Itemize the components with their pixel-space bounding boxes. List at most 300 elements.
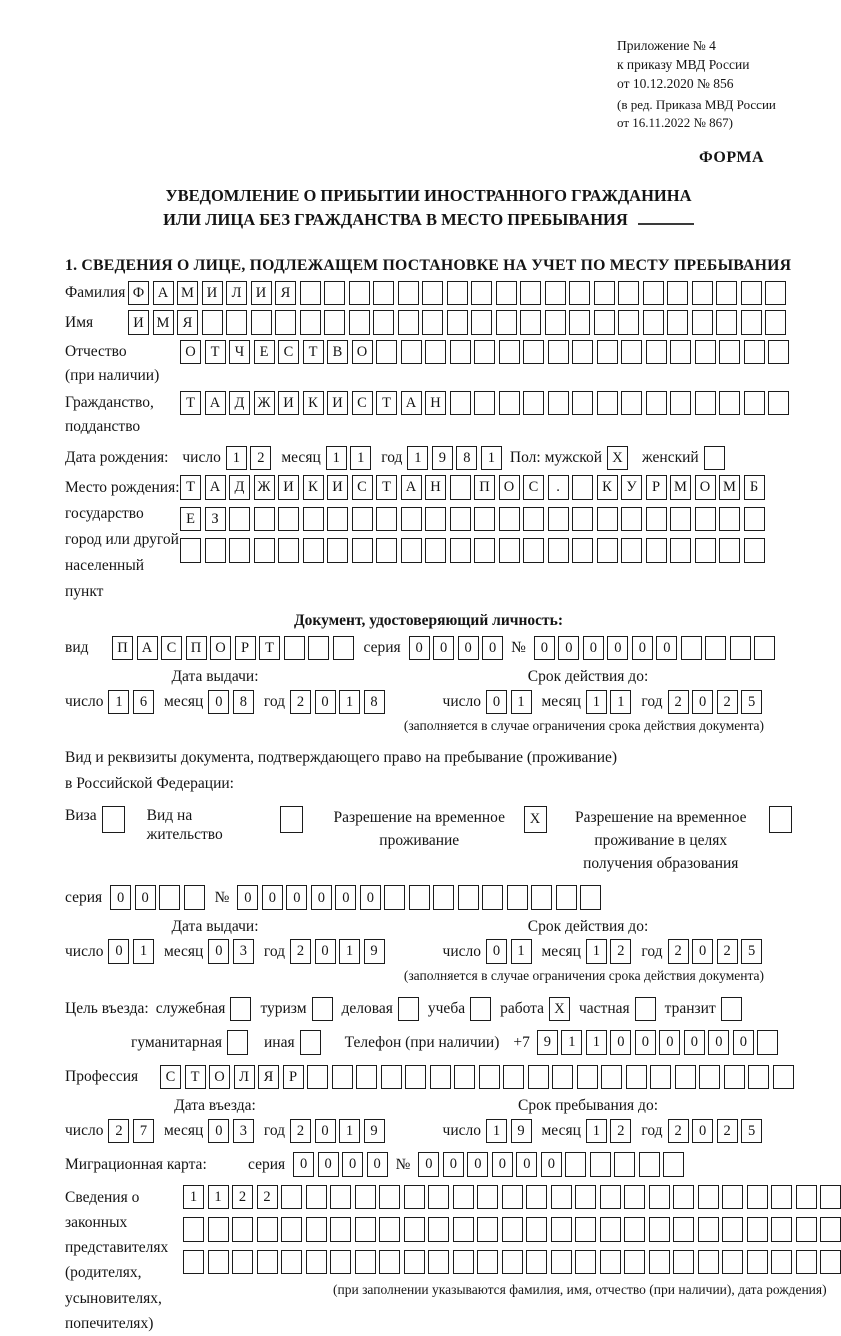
char-cell[interactable] — [300, 1030, 321, 1055]
char-cell[interactable] — [102, 806, 125, 833]
char-cell[interactable] — [281, 1217, 302, 1242]
char-cell[interactable]: 2 — [717, 1119, 738, 1144]
char-cell[interactable] — [523, 507, 544, 532]
char-cell[interactable] — [670, 340, 691, 365]
char-cell[interactable]: 0 — [708, 1030, 729, 1055]
char-cell[interactable] — [744, 538, 765, 563]
char-cell[interactable] — [324, 310, 345, 335]
char-cell[interactable]: Р — [646, 475, 667, 500]
char-cell[interactable] — [646, 538, 667, 563]
char-cell[interactable]: 0 — [558, 636, 579, 661]
char-cell[interactable] — [159, 885, 180, 910]
char-cell[interactable] — [349, 281, 370, 306]
char-cell[interactable]: 0 — [409, 636, 430, 661]
char-cell[interactable] — [646, 391, 667, 416]
birth-year-input[interactable] — [407, 446, 502, 471]
char-cell[interactable] — [757, 1030, 778, 1055]
char-cell[interactable] — [716, 281, 737, 306]
char-cell[interactable] — [300, 310, 321, 335]
char-cell[interactable]: С — [352, 475, 373, 500]
char-cell[interactable]: 0 — [692, 1119, 713, 1144]
char-cell[interactable] — [626, 1065, 647, 1090]
char-cell[interactable] — [600, 1250, 621, 1275]
char-cell[interactable]: 1 — [339, 939, 360, 964]
char-cell[interactable] — [376, 538, 397, 563]
char-cell[interactable] — [428, 1217, 449, 1242]
char-cell[interactable]: И — [278, 391, 299, 416]
char-cell[interactable]: 3 — [233, 939, 254, 964]
char-cell[interactable] — [741, 310, 762, 335]
char-cell[interactable]: Л — [226, 281, 247, 306]
char-cell[interactable]: И — [327, 391, 348, 416]
char-cell[interactable] — [230, 997, 251, 1022]
char-cell[interactable] — [379, 1250, 400, 1275]
char-cell[interactable] — [698, 1185, 719, 1210]
char-cell[interactable] — [502, 1250, 523, 1275]
char-cell[interactable]: С — [352, 391, 373, 416]
char-cell[interactable] — [184, 885, 205, 910]
char-cell[interactable] — [356, 1065, 377, 1090]
char-cell[interactable] — [381, 1065, 402, 1090]
char-cell[interactable] — [404, 1185, 425, 1210]
char-cell[interactable]: Ф — [128, 281, 149, 306]
char-cell[interactable]: О — [352, 340, 373, 365]
char-cell[interactable] — [180, 538, 201, 563]
char-cell[interactable] — [695, 507, 716, 532]
residence-issued-year-input[interactable] — [290, 939, 385, 964]
char-cell[interactable]: 0 — [293, 1152, 314, 1177]
char-cell[interactable]: Д — [229, 475, 250, 500]
char-cell[interactable]: 0 — [135, 885, 156, 910]
char-cell[interactable] — [719, 391, 740, 416]
char-cell[interactable] — [572, 507, 593, 532]
char-cell[interactable]: 0 — [534, 636, 555, 661]
residence-permit-checkbox[interactable] — [280, 806, 303, 833]
char-cell[interactable]: Т — [303, 340, 324, 365]
char-cell[interactable]: Ч — [229, 340, 250, 365]
char-cell[interactable]: 0 — [315, 690, 336, 715]
char-cell[interactable] — [572, 340, 593, 365]
char-cell[interactable]: 0 — [110, 885, 131, 910]
char-cell[interactable]: 1 — [610, 690, 631, 715]
char-cell[interactable] — [771, 1250, 792, 1275]
char-cell[interactable] — [577, 1065, 598, 1090]
char-cell[interactable]: 5 — [741, 1119, 762, 1144]
char-cell[interactable] — [430, 1065, 451, 1090]
char-cell[interactable]: 2 — [257, 1185, 278, 1210]
char-cell[interactable]: 1 — [350, 446, 371, 471]
char-cell[interactable]: 2 — [668, 690, 689, 715]
char-cell[interactable]: П — [474, 475, 495, 500]
char-cell[interactable] — [229, 538, 250, 563]
char-cell[interactable] — [352, 507, 373, 532]
char-cell[interactable] — [499, 507, 520, 532]
char-cell[interactable] — [747, 1185, 768, 1210]
char-cell[interactable] — [621, 391, 642, 416]
char-cell[interactable] — [820, 1185, 841, 1210]
char-cell[interactable] — [398, 281, 419, 306]
char-cell[interactable] — [768, 340, 789, 365]
birth-day-input[interactable] — [226, 446, 272, 471]
residence-valid-month-input[interactable] — [586, 939, 632, 964]
patronymic-input[interactable] — [180, 340, 789, 365]
char-cell[interactable] — [280, 806, 303, 833]
char-cell[interactable]: Т — [180, 475, 201, 500]
char-cell[interactable] — [601, 1065, 622, 1090]
char-cell[interactable] — [183, 1217, 204, 1242]
char-cell[interactable]: О — [180, 340, 201, 365]
char-cell[interactable]: Т — [376, 475, 397, 500]
char-cell[interactable] — [404, 1217, 425, 1242]
char-cell[interactable] — [453, 1250, 474, 1275]
char-cell[interactable] — [551, 1250, 572, 1275]
char-cell[interactable] — [425, 507, 446, 532]
char-cell[interactable]: 1 — [586, 1030, 607, 1055]
char-cell[interactable] — [254, 538, 275, 563]
char-cell[interactable]: 0 — [367, 1152, 388, 1177]
char-cell[interactable] — [600, 1217, 621, 1242]
residence-issued-day-input[interactable] — [108, 939, 154, 964]
char-cell[interactable]: А — [401, 391, 422, 416]
char-cell[interactable]: X — [524, 806, 547, 833]
char-cell[interactable]: 1 — [561, 1030, 582, 1055]
char-cell[interactable]: А — [137, 636, 158, 661]
char-cell[interactable] — [695, 340, 716, 365]
char-cell[interactable] — [496, 310, 517, 335]
female-checkbox[interactable] — [704, 446, 725, 471]
valid-year-input[interactable] — [668, 690, 763, 715]
char-cell[interactable]: 2 — [610, 1119, 631, 1144]
char-cell[interactable] — [747, 1250, 768, 1275]
char-cell[interactable] — [254, 507, 275, 532]
char-cell[interactable] — [551, 1217, 572, 1242]
char-cell[interactable]: Т — [259, 636, 280, 661]
char-cell[interactable]: 0 — [692, 690, 713, 715]
char-cell[interactable] — [208, 1250, 229, 1275]
char-cell[interactable]: 0 — [433, 636, 454, 661]
char-cell[interactable] — [202, 310, 223, 335]
entry-month-input[interactable] — [208, 1119, 254, 1144]
char-cell[interactable] — [621, 538, 642, 563]
char-cell[interactable] — [425, 538, 446, 563]
char-cell[interactable] — [450, 507, 471, 532]
char-cell[interactable] — [308, 636, 329, 661]
char-cell[interactable]: 6 — [133, 690, 154, 715]
valid-day-input[interactable] — [486, 690, 532, 715]
char-cell[interactable] — [643, 281, 664, 306]
char-cell[interactable]: 1 — [226, 446, 247, 471]
char-cell[interactable] — [307, 1065, 328, 1090]
char-cell[interactable]: П — [112, 636, 133, 661]
char-cell[interactable] — [773, 1065, 794, 1090]
char-cell[interactable] — [523, 340, 544, 365]
char-cell[interactable]: 0 — [311, 885, 332, 910]
char-cell[interactable]: О — [210, 636, 231, 661]
residence-valid-day-input[interactable] — [486, 939, 532, 964]
char-cell[interactable]: 1 — [339, 1119, 360, 1144]
char-cell[interactable]: Л — [234, 1065, 255, 1090]
char-cell[interactable]: И — [278, 475, 299, 500]
char-cell[interactable]: 9 — [364, 939, 385, 964]
char-cell[interactable] — [765, 281, 786, 306]
char-cell[interactable] — [526, 1217, 547, 1242]
residence-number-input[interactable] — [237, 885, 601, 910]
char-cell[interactable] — [450, 340, 471, 365]
char-cell[interactable]: Ж — [254, 475, 275, 500]
char-cell[interactable] — [556, 885, 577, 910]
char-cell[interactable] — [379, 1185, 400, 1210]
char-cell[interactable]: 0 — [733, 1030, 754, 1055]
char-cell[interactable] — [695, 538, 716, 563]
stay-month-input[interactable] — [586, 1119, 632, 1144]
char-cell[interactable]: С — [523, 475, 544, 500]
char-cell[interactable] — [352, 538, 373, 563]
char-cell[interactable] — [477, 1185, 498, 1210]
char-cell[interactable] — [453, 1185, 474, 1210]
char-cell[interactable] — [624, 1250, 645, 1275]
char-cell[interactable] — [572, 391, 593, 416]
char-cell[interactable] — [499, 340, 520, 365]
char-cell[interactable] — [503, 1065, 524, 1090]
issued-month-input[interactable] — [208, 690, 254, 715]
char-cell[interactable] — [704, 446, 725, 471]
char-cell[interactable] — [333, 636, 354, 661]
char-cell[interactable] — [278, 507, 299, 532]
birth-place-row2-input[interactable] — [180, 507, 765, 532]
char-cell[interactable] — [820, 1217, 841, 1242]
char-cell[interactable] — [458, 885, 479, 910]
char-cell[interactable] — [551, 1185, 572, 1210]
char-cell[interactable] — [433, 885, 454, 910]
char-cell[interactable]: 0 — [262, 885, 283, 910]
char-cell[interactable]: 0 — [486, 690, 507, 715]
char-cell[interactable]: К — [303, 475, 324, 500]
char-cell[interactable]: 8 — [456, 446, 477, 471]
temp-residence-checkbox[interactable] — [524, 806, 547, 833]
char-cell[interactable] — [548, 340, 569, 365]
char-cell[interactable]: 0 — [208, 690, 229, 715]
char-cell[interactable] — [580, 885, 601, 910]
char-cell[interactable]: 0 — [482, 636, 503, 661]
char-cell[interactable] — [575, 1185, 596, 1210]
char-cell[interactable] — [379, 1217, 400, 1242]
char-cell[interactable]: 9 — [432, 446, 453, 471]
char-cell[interactable] — [502, 1185, 523, 1210]
char-cell[interactable] — [675, 1065, 696, 1090]
char-cell[interactable]: Р — [235, 636, 256, 661]
purpose-transit-checkbox[interactable] — [721, 997, 742, 1022]
char-cell[interactable]: X — [549, 997, 570, 1022]
char-cell[interactable]: 0 — [237, 885, 258, 910]
birth-month-input[interactable] — [326, 446, 372, 471]
stay-day-input[interactable] — [486, 1119, 532, 1144]
char-cell[interactable]: 1 — [108, 690, 129, 715]
char-cell[interactable] — [565, 1152, 586, 1177]
char-cell[interactable]: 0 — [208, 1119, 229, 1144]
firstname-input[interactable] — [128, 310, 786, 335]
char-cell[interactable]: М — [177, 281, 198, 306]
char-cell[interactable]: Е — [254, 340, 275, 365]
char-cell[interactable] — [548, 538, 569, 563]
char-cell[interactable]: 1 — [486, 1119, 507, 1144]
residence-series-input[interactable] — [110, 885, 205, 910]
char-cell[interactable] — [226, 310, 247, 335]
char-cell[interactable] — [572, 538, 593, 563]
char-cell[interactable] — [673, 1250, 694, 1275]
char-cell[interactable]: 0 — [635, 1030, 656, 1055]
char-cell[interactable]: П — [186, 636, 207, 661]
char-cell[interactable] — [453, 1217, 474, 1242]
char-cell[interactable] — [754, 636, 775, 661]
char-cell[interactable] — [670, 391, 691, 416]
char-cell[interactable] — [327, 538, 348, 563]
char-cell[interactable] — [646, 340, 667, 365]
char-cell[interactable]: А — [153, 281, 174, 306]
char-cell[interactable] — [474, 507, 495, 532]
char-cell[interactable] — [597, 391, 618, 416]
char-cell[interactable]: 2 — [290, 1119, 311, 1144]
char-cell[interactable] — [621, 507, 642, 532]
char-cell[interactable] — [699, 1065, 720, 1090]
char-cell[interactable]: 0 — [342, 1152, 363, 1177]
char-cell[interactable] — [355, 1185, 376, 1210]
char-cell[interactable] — [621, 340, 642, 365]
char-cell[interactable]: 1 — [326, 446, 347, 471]
char-cell[interactable] — [673, 1185, 694, 1210]
char-cell[interactable] — [251, 310, 272, 335]
char-cell[interactable]: 1 — [208, 1185, 229, 1210]
char-cell[interactable]: 0 — [492, 1152, 513, 1177]
char-cell[interactable]: 1 — [511, 939, 532, 964]
char-cell[interactable] — [569, 310, 590, 335]
char-cell[interactable] — [447, 281, 468, 306]
char-cell[interactable] — [670, 507, 691, 532]
birth-place-row1-input[interactable] — [180, 475, 765, 500]
char-cell[interactable]: 5 — [741, 690, 762, 715]
entry-year-input[interactable] — [290, 1119, 385, 1144]
issued-year-input[interactable] — [290, 690, 385, 715]
char-cell[interactable] — [327, 507, 348, 532]
char-cell[interactable] — [208, 1217, 229, 1242]
char-cell[interactable]: А — [205, 391, 226, 416]
char-cell[interactable]: 8 — [364, 690, 385, 715]
char-cell[interactable]: 0 — [418, 1152, 439, 1177]
stay-year-input[interactable] — [668, 1119, 763, 1144]
char-cell[interactable] — [531, 885, 552, 910]
char-cell[interactable] — [643, 310, 664, 335]
char-cell[interactable] — [796, 1185, 817, 1210]
char-cell[interactable] — [428, 1250, 449, 1275]
migration-series-input[interactable] — [293, 1152, 388, 1177]
char-cell[interactable] — [744, 340, 765, 365]
doc-series-input[interactable] — [409, 636, 504, 661]
char-cell[interactable] — [401, 340, 422, 365]
char-cell[interactable]: Я — [275, 281, 296, 306]
legal-reps-row1-input[interactable] — [183, 1185, 841, 1210]
temp-residence-edu-checkbox[interactable] — [769, 806, 792, 833]
char-cell[interactable] — [771, 1185, 792, 1210]
char-cell[interactable]: О — [499, 475, 520, 500]
char-cell[interactable] — [306, 1250, 327, 1275]
char-cell[interactable]: 2 — [668, 1119, 689, 1144]
purpose-private-checkbox[interactable] — [635, 997, 656, 1022]
char-cell[interactable] — [306, 1185, 327, 1210]
char-cell[interactable] — [796, 1250, 817, 1275]
char-cell[interactable]: 0 — [443, 1152, 464, 1177]
char-cell[interactable] — [479, 1065, 500, 1090]
char-cell[interactable] — [649, 1250, 670, 1275]
char-cell[interactable] — [692, 281, 713, 306]
char-cell[interactable] — [330, 1185, 351, 1210]
char-cell[interactable] — [597, 507, 618, 532]
char-cell[interactable] — [719, 507, 740, 532]
char-cell[interactable] — [520, 310, 541, 335]
char-cell[interactable] — [257, 1217, 278, 1242]
char-cell[interactable]: И — [202, 281, 223, 306]
doc-number-input[interactable] — [534, 636, 776, 661]
char-cell[interactable] — [398, 310, 419, 335]
char-cell[interactable] — [572, 475, 593, 500]
char-cell[interactable]: Р — [283, 1065, 304, 1090]
char-cell[interactable]: 0 — [286, 885, 307, 910]
residence-valid-year-input[interactable] — [668, 939, 763, 964]
char-cell[interactable] — [450, 538, 471, 563]
char-cell[interactable] — [471, 281, 492, 306]
char-cell[interactable] — [705, 636, 726, 661]
purpose-other-checkbox[interactable] — [300, 1030, 321, 1055]
char-cell[interactable] — [454, 1065, 475, 1090]
char-cell[interactable] — [409, 885, 430, 910]
char-cell[interactable]: И — [128, 310, 149, 335]
char-cell[interactable] — [649, 1185, 670, 1210]
char-cell[interactable] — [614, 1152, 635, 1177]
char-cell[interactable] — [507, 885, 528, 910]
char-cell[interactable]: У — [621, 475, 642, 500]
char-cell[interactable] — [499, 391, 520, 416]
char-cell[interactable]: 0 — [318, 1152, 339, 1177]
char-cell[interactable]: М — [153, 310, 174, 335]
char-cell[interactable]: 1 — [481, 446, 502, 471]
char-cell[interactable] — [575, 1217, 596, 1242]
char-cell[interactable] — [474, 391, 495, 416]
char-cell[interactable]: А — [205, 475, 226, 500]
char-cell[interactable]: В — [327, 340, 348, 365]
char-cell[interactable] — [545, 310, 566, 335]
char-cell[interactable]: X — [607, 446, 628, 471]
char-cell[interactable]: 1 — [586, 1119, 607, 1144]
char-cell[interactable] — [624, 1217, 645, 1242]
char-cell[interactable] — [373, 281, 394, 306]
char-cell[interactable]: 0 — [458, 636, 479, 661]
char-cell[interactable]: 8 — [233, 690, 254, 715]
char-cell[interactable]: З — [205, 507, 226, 532]
char-cell[interactable]: Ж — [254, 391, 275, 416]
char-cell[interactable] — [398, 997, 419, 1022]
char-cell[interactable] — [422, 281, 443, 306]
char-cell[interactable] — [698, 1250, 719, 1275]
char-cell[interactable]: 2 — [232, 1185, 253, 1210]
male-checkbox[interactable] — [607, 446, 628, 471]
legal-reps-row3-input[interactable] — [183, 1250, 841, 1275]
char-cell[interactable]: 0 — [607, 636, 628, 661]
char-cell[interactable]: 0 — [108, 939, 129, 964]
char-cell[interactable]: Е — [180, 507, 201, 532]
char-cell[interactable] — [232, 1217, 253, 1242]
char-cell[interactable] — [376, 340, 397, 365]
char-cell[interactable] — [721, 997, 742, 1022]
char-cell[interactable] — [499, 538, 520, 563]
char-cell[interactable] — [523, 391, 544, 416]
